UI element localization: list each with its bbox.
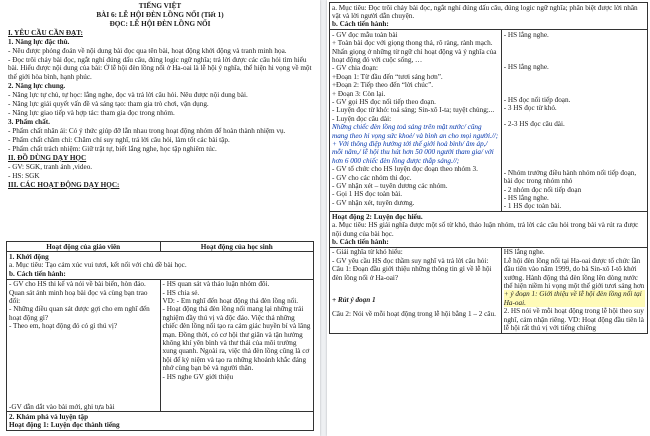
student-step: - 2-3 HS đọc câu dài. <box>503 120 565 129</box>
section-heading: II. ĐỒ DÙNG DẠY HỌC <box>8 153 87 162</box>
paragraph: - Năng lực tự chủ, tự học: lắng nghe, đọc và trả lời câu hỏi. Nêu được nội dung bài. <box>8 90 248 99</box>
document-page-left <box>0 0 320 436</box>
teacher-step: - GV đọc mẫu toàn bài <box>332 30 398 39</box>
student-step: - 1 HS đọc toàn bài. <box>503 202 562 211</box>
table-row <box>330 30 648 212</box>
student-step: - HS quan sát và thảo luận nhóm đôi. <box>162 280 270 289</box>
teacher-step: - GV gọi HS đọc nối tiếp theo đoạn. <box>332 97 436 106</box>
table-row <box>7 412 314 431</box>
subject-title: TIẾNG VIỆT <box>138 2 182 10</box>
long-sentence-example: Những chiếc đèn lồng toả sáng trên mặt nước/ cũng mang theo hi vọng sức khoẻ/ và bình an cho mọi người.//; <box>332 123 499 140</box>
procedure-heading: b. Cách tiến hành: <box>332 238 389 246</box>
student-answer: 2. HS nói về mỗi hoạt động trong lễ hội theo suy nghĩ, cảm nhận riêng. VD: Hoạt động đầu tiên là lễ hội rất thú vị với tiếng chiêng <box>503 307 644 333</box>
objective-text: a. Mục tiêu: Đọc trôi chảy bài đọc, ngắt nghỉ đúng dấu câu, đúng logic ngữ nghĩa; phân biệt được lời nhân vật và lời người dẫn chuyện. <box>332 3 638 20</box>
question-text: Câu 2: Nói về mỗi hoạt động trong lễ hội bằng 1 – 2 câu. <box>332 310 496 319</box>
teacher-step: - GV nhận xét, tuyên dương. <box>332 198 415 207</box>
objective-text: a. Mục tiêu: HS giải nghĩa được một số từ khó, thảo luận nhóm, trả lời các câu hỏi trong bài và rút ra được nội dung của bài học. <box>332 221 639 238</box>
table-row <box>330 212 648 248</box>
student-step: - HS chia sẻ. <box>162 288 200 297</box>
teacher-step: - GV yêu cầu HS đọc thầm suy nghĩ và trả lời câu hỏi: <box>332 256 489 265</box>
student-step: - 3 HS đọc từ khó. <box>503 103 557 112</box>
student-step: - HS lắng nghe. <box>503 30 549 39</box>
student-step: - Hoạt động thả đèn lồng nổi mang lại những trải nghiệm đầy thú vị và độc đáo. Việc thả những chiếc đèn lồng nổi tạo ra cảm giác huyền bí và lãng mạn. Đồng thời, có cơ hội thư giãn và tận hưởng không khí yên bình và thư thái của môi trường xung quanh. Ngoài ra, việc thả đèn lồng cũng là cơ hội để kỷ niệm và tạo ra những khoảnh khắc đáng nhớ cùng bạn bè và người thân. <box>162 305 311 373</box>
paragraph: - HS: SGK <box>8 171 40 180</box>
teacher-step: - Luyện đọc câu dài: <box>332 114 392 123</box>
activity-heading: Hoạt động 2: Luyện đọc hiểu. <box>332 212 423 221</box>
lesson-subtitle: ĐỌC: LỄ HỘI ĐÈN LỒNG NỔI <box>109 20 211 28</box>
student-step: - HS lắng nghe. <box>503 193 549 202</box>
table-row <box>330 247 648 333</box>
student-step: - HS đọc nối tiếp đoạn. <box>503 95 571 104</box>
teacher-step: + Đoạn 3: Còn lại. <box>332 89 386 98</box>
teacher-step: - GV cho HS thi kể và nói về bài biển, hòn đảo. <box>9 280 146 289</box>
column-header-student: Hoạt động của học sinh <box>160 242 314 252</box>
paragraph: - Đọc trôi chảy bài đọc, ngắt nghỉ đúng dấu câu, đúng logic ngữ nghĩa; trả lời được các câu hỏi tìm hiểu bài. Hiểu được nội dung của bài: Ở lễ hội đèn lồng nổi ở Ha-oai là lễ hội ý nghĩa, thể hiện hi vọng về một thế giới hòa bình, hạnh phúc. <box>8 56 312 81</box>
table-row <box>7 279 314 412</box>
student-step: HS lắng nghe. <box>503 248 545 257</box>
table-row <box>7 252 314 279</box>
teacher-step: - Giải nghĩa từ khó hiểu: <box>332 248 403 257</box>
subsection-heading: 1. Năng lực đặc thù. <box>8 38 70 46</box>
long-sentence-example: + Với thông điệp hướng tới thế giới hoà bình/ âm áp,/ mỗi năm,/ lễ hội thu hút hơn 50 000 người tham gia/ với hơn 6 000 chiếc đèn lồng được thắp sáng.//; <box>332 140 494 165</box>
activity-table <box>6 241 314 431</box>
teacher-step: Quan sát ảnh minh hoạ bài đọc và cùng bạn trao đổi: <box>9 288 148 305</box>
student-step: - HS nghe GV giới thiệu <box>162 372 234 381</box>
teacher-step: - GV nhận xét – tuyên dương các nhóm. <box>332 182 448 191</box>
teacher-step: + Toàn bài đọc với giọng thong thả, rõ ràng, rành mạch. Nhấn giọng ở những từ ngữ chỉ hoạt động và ý nghĩa của hoạt động đó với cuộc sống, … <box>332 39 497 64</box>
paragraph: - Nêu được phỏng đoán về nội dung bài đọc qua tên bài, hoạt động khởi động và tranh minh họa. <box>8 47 287 55</box>
teacher-step: - GV chia đoạn: <box>332 64 378 73</box>
teacher-step: +Đoạn 2: Tiếp theo đến “lời chúc”. <box>332 81 434 90</box>
student-step: - 2 nhóm đọc nối tiếp đoạn <box>503 185 582 194</box>
student-answer: Lễ hội đèn lồng nổi tại Ha-oai được tổ chức lần đầu tiên vào năm 1999, do bà Sin-xô I-tô khởi xướng. Hành động thả đèn lồng lên dòng nước thể hiện niềm hi vọng một thế giới tươi sáng hơn <box>503 256 645 291</box>
main-idea-prompt: + Rút ý đoạn 1 <box>332 296 376 305</box>
paragraph: - Năng lực giải quyết vấn đề và sáng tạo: tham gia trò chơi, vận dụng. <box>8 99 209 108</box>
procedure-heading: b. Cách tiến hành: <box>332 20 389 29</box>
paragraph: - Phẩm chất chăm chỉ: Chăm chỉ suy nghĩ, trả lời câu hỏi, làm tốt các bài tập. <box>8 135 230 144</box>
teacher-step: - Những điều quan sát được gợi cho em nghĩ đến hoạt động gì? <box>9 305 150 322</box>
lesson-title: BÀI 6: LỄ HỘI ĐÈN LỒNG NỔI (Tiết 1) <box>96 11 224 19</box>
teacher-step: -GV dẫn dắt vào bài mới, ghi tựa bài <box>9 402 115 411</box>
student-step: - Nhóm trưởng điều hành nhóm nối tiếp đoạn, bài đọc trong nhóm nhỏ <box>503 168 637 186</box>
paragraph: - Phẩm chất trách nhiệm: Giữ trật tự, biết lắng nghe, học tập nghiêm túc. <box>8 144 217 153</box>
activity-heading: 2. Khám phá và luyện tập <box>9 412 89 421</box>
subsection-heading: 2. Năng lực chung. <box>8 81 66 90</box>
teacher-step: - Theo em, hoạt động đó có gì thú vị? <box>9 322 118 331</box>
teacher-step: - Gọi 1 HS đọc toàn bài. <box>332 190 403 199</box>
activity-heading: Hoạt động 1: Luyện đọc thành tiếng <box>9 421 120 430</box>
paragraph: - Năng lực giao tiếp và hợp tác: tham gia đọc trong nhóm. <box>8 108 175 117</box>
subsection-heading: 3. Phẩm chất. <box>8 117 50 126</box>
section-heading: I. YÊU CẦU CẦN ĐẠT: <box>8 29 83 37</box>
student-step: - HS lắng nghe. <box>503 63 549 72</box>
objective-text: a. Mục tiêu: Tạo cảm xúc vui tươi, kết nối với chủ đề bài học. <box>9 261 187 270</box>
teacher-step: - GV cho các nhóm thi đọc. <box>332 173 412 182</box>
teacher-step: - GV tổ chức cho HS luyện đọc đoạn theo nhóm 3. <box>332 165 478 174</box>
document-page-right <box>327 0 650 436</box>
paragraph: - GV: SGK, tranh ảnh ,video. <box>8 162 93 171</box>
main-idea-answer: + ý đoạn 1: Giới thiệu về lễ hội đèn lồng nổi tại Ha-oai. <box>504 290 645 307</box>
teacher-step: +Đoạn 1: Từ đầu đến “tươi sáng hơn”. <box>332 72 443 81</box>
paragraph: - Phẩm chất nhân ái: Có ý thức giúp đỡ lẫn nhau trong hoạt động nhóm để hoàn thành nhiệm vụ. <box>8 126 286 135</box>
teacher-step: - Luyện đọc từ khó: toả sáng; Sin-xô I-ta; tuyệt chủng;... <box>332 106 495 115</box>
student-step: VD: - Em nghĩ đến hoạt động thả đèn lồng nổi. <box>162 296 299 305</box>
column-header-teacher: Hoạt động của giáo viên <box>7 242 161 252</box>
question-text: Câu 1: Đoạn đầu giới thiệu những thông tin gì về lễ hội đèn lồng nổi ở Ha-oai? <box>332 265 492 282</box>
section-heading: III. CÁC HOẠT ĐỘNG DẠY HỌC: <box>8 180 120 189</box>
activity-table-continued <box>329 2 648 334</box>
activity-heading: 1. Khởi động <box>9 252 49 261</box>
table-row <box>330 3 648 30</box>
procedure-heading: b. Cách tiến hành: <box>9 269 66 278</box>
